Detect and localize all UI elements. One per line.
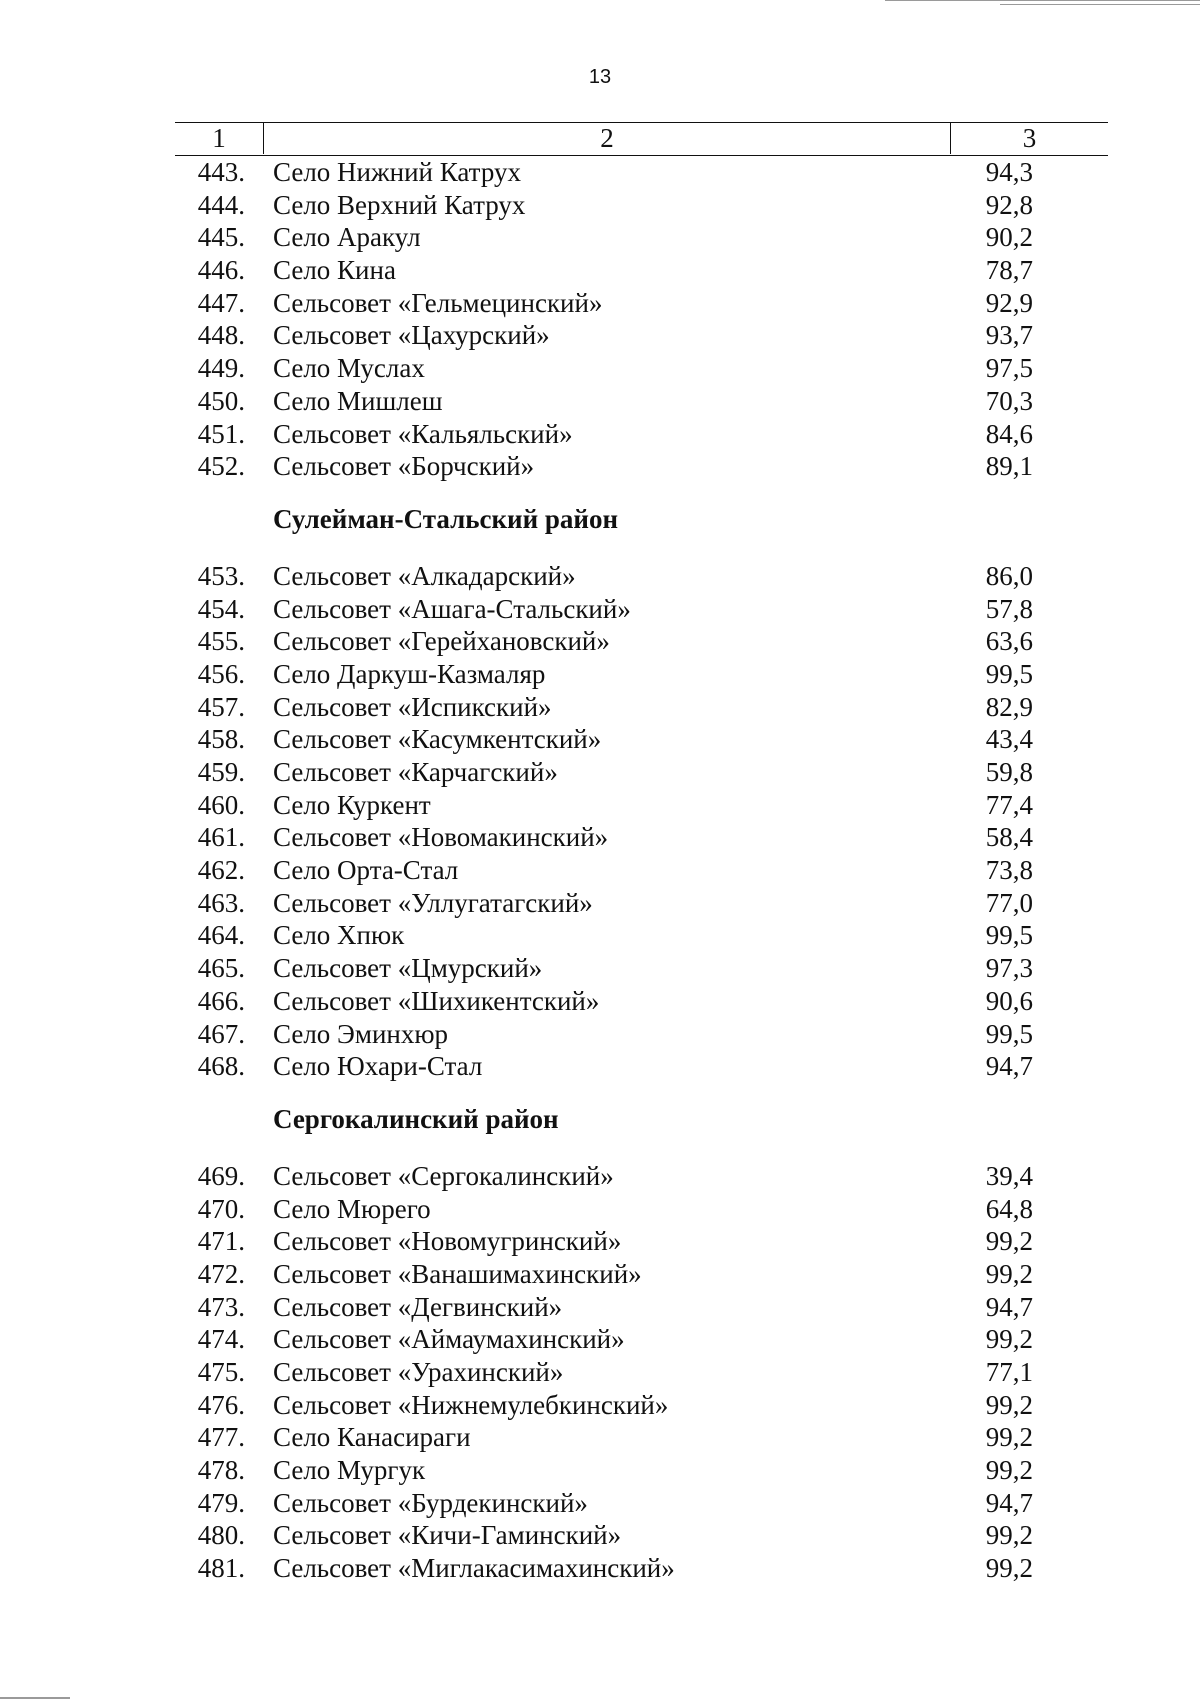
settlement-name: Село Мюрего xyxy=(273,1193,431,1224)
page-number: 13 xyxy=(588,66,612,88)
table-row xyxy=(175,821,1108,854)
settlement-name: Сельсовет «Цахурский» xyxy=(273,320,550,351)
row-value: 97,3 xyxy=(985,953,1033,984)
row-value: 99,5 xyxy=(985,920,1033,951)
scan-edge-line xyxy=(0,1697,70,1699)
row-number: 461. xyxy=(197,822,245,853)
settlement-name: Сельсовет «Ашага-Стальский» xyxy=(273,593,631,624)
row-value: 78,7 xyxy=(985,255,1033,286)
column-header-3: 3 xyxy=(1022,123,1037,153)
table-row xyxy=(175,756,1108,789)
row-value: 39,4 xyxy=(985,1160,1033,1191)
settlement-name: Сельсовет «Ванашимахинский» xyxy=(273,1258,642,1289)
settlement-name: Село Куркент xyxy=(273,789,431,820)
row-number: 463. xyxy=(197,887,245,918)
settlement-name: Сельсовет «Дегвинский» xyxy=(273,1291,563,1322)
row-value: 59,8 xyxy=(985,757,1033,787)
row-number: 444. xyxy=(197,189,245,220)
row-value: 99,2 xyxy=(985,1389,1033,1420)
table-row xyxy=(175,1193,1108,1226)
row-number: 465. xyxy=(197,953,245,984)
settlement-name: Село Юхари-Стал xyxy=(273,1051,483,1082)
settlement-name: Село Эминхюр xyxy=(273,1018,449,1049)
row-number: 459. xyxy=(197,757,245,787)
row-number: 455. xyxy=(197,626,245,657)
row-number: 470. xyxy=(197,1193,245,1224)
settlement-name: Сельсовет «Шихикентский» xyxy=(273,985,600,1016)
settlement-name: Сельсовет «Кичи-Гаминский» xyxy=(273,1520,622,1551)
row-number: 466. xyxy=(197,985,245,1016)
row-value: 86,0 xyxy=(985,560,1033,591)
settlement-name: Сельсовет «Карчагский» xyxy=(273,757,558,787)
settlement-name: Сельсовет «Борчский» xyxy=(273,451,535,482)
row-value: 99,2 xyxy=(985,1553,1033,1584)
row-number: 458. xyxy=(197,724,245,755)
table-body xyxy=(175,156,1108,1585)
settlement-name: Село Канасираги xyxy=(273,1422,471,1453)
table-row xyxy=(175,156,1108,189)
row-value: 99,2 xyxy=(985,1226,1033,1257)
section-title: Сулейман-Стальский район xyxy=(273,503,619,534)
row-value: 94,7 xyxy=(985,1051,1033,1082)
section-title: Сергокалинский район xyxy=(273,1103,559,1134)
table-row xyxy=(175,1291,1108,1324)
settlement-name: Сельсовет «Нижнемулебкинский» xyxy=(273,1389,669,1420)
settlement-name: Сельсовет «Урахинский» xyxy=(273,1357,564,1387)
table-row xyxy=(175,593,1108,626)
table-row xyxy=(175,352,1108,385)
settlement-name: Сельсовет «Уллугатагский» xyxy=(273,887,593,918)
row-value: 99,5 xyxy=(985,1018,1033,1049)
row-value: 57,8 xyxy=(985,593,1033,624)
row-number: 443. xyxy=(197,157,245,187)
row-number: 450. xyxy=(197,385,245,416)
column-header-2: 2 xyxy=(263,123,951,154)
row-value: 70,3 xyxy=(985,385,1033,416)
table-row xyxy=(175,1050,1108,1083)
row-value: 94,3 xyxy=(985,157,1033,187)
table-row xyxy=(175,919,1108,952)
table-row xyxy=(175,1487,1108,1520)
row-value: 99,2 xyxy=(985,1258,1033,1289)
table-row xyxy=(175,1018,1108,1051)
settlement-name: Село Хпюк xyxy=(273,920,405,951)
table-row xyxy=(175,691,1108,724)
table-row xyxy=(175,1552,1108,1585)
section-heading xyxy=(175,1093,1108,1148)
settlement-name: Сельсовет «Новомугринский» xyxy=(273,1226,622,1257)
table-row xyxy=(175,1356,1108,1389)
table-row xyxy=(175,658,1108,691)
row-value: 64,8 xyxy=(985,1193,1033,1224)
row-number: 480. xyxy=(197,1520,245,1551)
row-number: 467. xyxy=(197,1018,245,1049)
settlement-name: Село Кина xyxy=(273,255,396,286)
row-value: 90,2 xyxy=(985,222,1033,253)
row-value: 94,7 xyxy=(985,1487,1033,1518)
column-header-1: 1 xyxy=(212,123,226,153)
settlement-name: Село Орта-Стал xyxy=(273,855,459,886)
settlement-name: Сельсовет «Миглакасимахинский» xyxy=(273,1553,675,1584)
table-row xyxy=(175,418,1108,451)
row-value: 77,1 xyxy=(985,1357,1033,1387)
row-number: 462. xyxy=(197,855,245,886)
row-value: 94,7 xyxy=(985,1291,1033,1322)
row-number: 464. xyxy=(197,920,245,951)
row-number: 474. xyxy=(197,1324,245,1355)
row-value: 99,5 xyxy=(985,658,1033,689)
row-value: 89,1 xyxy=(985,451,1033,482)
row-value: 84,6 xyxy=(985,418,1033,449)
row-value: 99,2 xyxy=(985,1422,1033,1453)
row-number: 447. xyxy=(197,287,245,318)
row-number: 456. xyxy=(197,658,245,689)
table-row xyxy=(175,1421,1108,1454)
settlement-name: Село Даркуш-Казмаляр xyxy=(273,658,546,689)
row-number: 473. xyxy=(197,1291,245,1322)
row-number: 451. xyxy=(197,418,245,449)
row-number: 452. xyxy=(197,451,245,482)
table-row xyxy=(175,952,1108,985)
table-row xyxy=(175,189,1108,222)
settlement-name: Село Муслах xyxy=(273,353,425,384)
row-number: 475. xyxy=(197,1357,245,1387)
settlement-name: Сельсовет «Гельмецинский» xyxy=(273,287,603,318)
row-number: 468. xyxy=(197,1051,245,1082)
settlement-name: Село Аракул xyxy=(273,222,421,253)
scan-edge-line xyxy=(1000,4,1200,5)
settlement-name: Село Нижний Катрух xyxy=(273,157,521,187)
settlement-name: Село Мургук xyxy=(273,1455,426,1486)
table-row xyxy=(175,723,1108,756)
row-value: 43,4 xyxy=(985,724,1033,755)
settlement-name: Сельсовет «Герейхановский» xyxy=(273,626,610,657)
row-value: 99,2 xyxy=(985,1324,1033,1355)
settlement-name: Сельсовет «Кальяльский» xyxy=(273,418,573,449)
table-row xyxy=(175,1258,1108,1291)
table-row xyxy=(175,450,1108,483)
section-heading xyxy=(175,493,1108,548)
row-value: 92,9 xyxy=(985,287,1033,318)
table-row xyxy=(175,1454,1108,1487)
row-number: 478. xyxy=(197,1455,245,1486)
settlement-name: Село Мишлеш xyxy=(273,385,443,416)
row-value: 90,6 xyxy=(985,985,1033,1016)
row-number: 460. xyxy=(197,789,245,820)
table-header xyxy=(175,122,1108,156)
table-row xyxy=(175,1160,1108,1193)
table-row xyxy=(175,1519,1108,1552)
table-row xyxy=(175,854,1108,887)
row-number: 477. xyxy=(197,1422,245,1453)
table-row xyxy=(175,254,1108,287)
row-number: 469. xyxy=(197,1160,245,1191)
row-value: 63,6 xyxy=(985,626,1033,657)
row-number: 454. xyxy=(197,593,245,624)
settlement-name: Сельсовет «Касумкентский» xyxy=(273,724,602,755)
table-row xyxy=(175,887,1108,920)
row-number: 479. xyxy=(197,1487,245,1518)
row-number: 446. xyxy=(197,255,245,286)
settlement-name: Сельсовет «Аймаумахинский» xyxy=(273,1324,625,1355)
table-row xyxy=(175,1389,1108,1422)
row-number: 449. xyxy=(197,353,245,384)
settlement-name: Сельсовет «Цмурский» xyxy=(273,953,543,984)
table-row xyxy=(175,1323,1108,1356)
table-row xyxy=(175,560,1108,593)
table-row xyxy=(175,985,1108,1018)
row-number: 471. xyxy=(197,1226,245,1257)
row-number: 481. xyxy=(197,1553,245,1584)
row-number: 472. xyxy=(197,1258,245,1289)
table-row xyxy=(175,625,1108,658)
row-number: 445. xyxy=(197,222,245,253)
row-value: 58,4 xyxy=(985,822,1033,853)
table-row xyxy=(175,221,1108,254)
row-value: 77,0 xyxy=(985,887,1033,918)
settlement-name: Сельсовет «Испикский» xyxy=(273,691,552,722)
row-value: 92,8 xyxy=(985,189,1033,220)
settlement-name: Сельсовет «Алкадарский» xyxy=(273,560,576,591)
table-row xyxy=(175,319,1108,352)
row-number: 453. xyxy=(197,560,245,591)
row-number: 448. xyxy=(197,320,245,351)
row-value: 82,9 xyxy=(985,691,1033,722)
settlement-name: Сельсовет «Новомакинский» xyxy=(273,822,609,853)
table-row xyxy=(175,287,1108,320)
row-value: 77,4 xyxy=(985,789,1033,820)
table-row xyxy=(175,789,1108,822)
row-value: 97,5 xyxy=(985,353,1033,384)
row-number: 457. xyxy=(197,691,245,722)
row-value: 99,2 xyxy=(985,1520,1033,1551)
scan-edge-line xyxy=(885,0,1200,1)
settlement-name: Сельсовет «Бурдекинский» xyxy=(273,1487,588,1518)
row-value: 93,7 xyxy=(985,320,1033,351)
table-row xyxy=(175,1225,1108,1258)
row-value: 73,8 xyxy=(985,855,1033,886)
row-number: 476. xyxy=(197,1389,245,1420)
row-value: 99,2 xyxy=(985,1455,1033,1486)
settlement-name: Сельсовет «Сергокалинский» xyxy=(273,1160,614,1191)
settlement-name: Село Верхний Катрух xyxy=(273,189,526,220)
table-row xyxy=(175,385,1108,418)
